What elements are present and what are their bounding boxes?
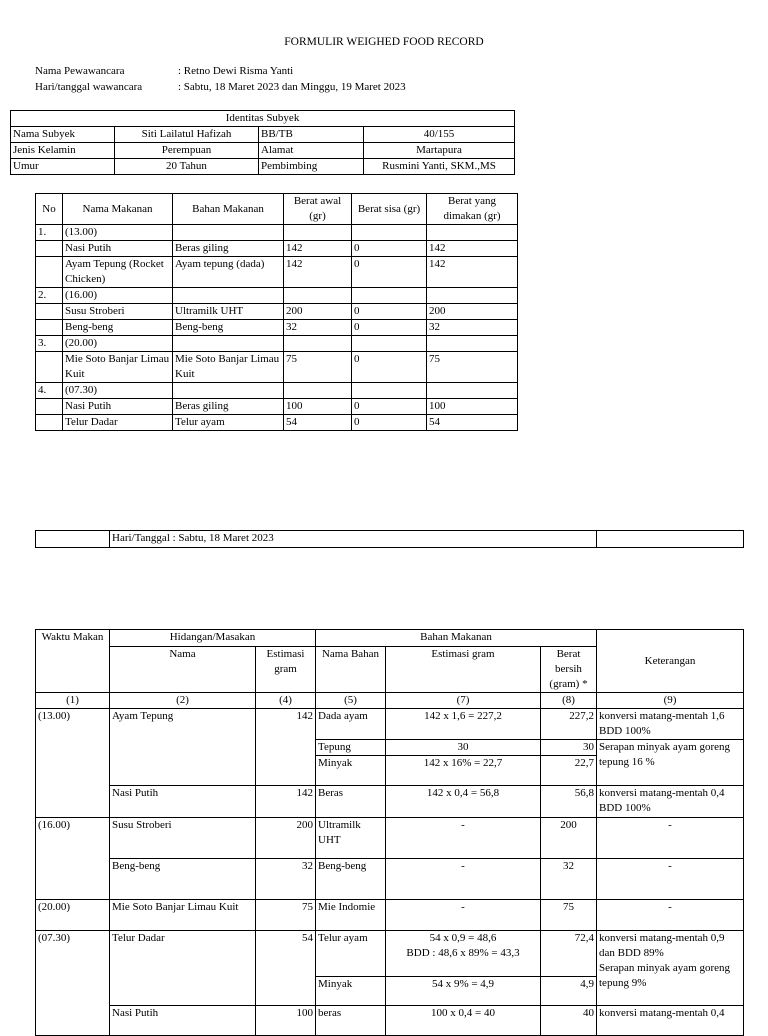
initial-weight: 142: [284, 241, 352, 257]
column-header: Berat awal (gr): [284, 194, 352, 225]
eaten-weight: [427, 225, 518, 241]
net-weight: 32: [541, 859, 597, 900]
row-no: 4.: [36, 383, 63, 399]
ingredient: Mie Soto Banjar Limau Kuit: [173, 352, 284, 383]
meal-time: (13.00): [36, 709, 110, 818]
initial-weight: 100: [284, 399, 352, 415]
ingredient-name: Mie Indomie: [316, 900, 386, 931]
column-number: (4): [256, 693, 316, 709]
ingredient-name: Beng-beng: [316, 859, 386, 900]
identity-value: 20 Tahun: [115, 159, 259, 175]
remark: -: [597, 818, 744, 859]
ingredient-estimate: 142 x 16% = 22,7: [386, 756, 541, 786]
table-row: [11, 143, 515, 159]
food-detail-table: [35, 629, 744, 1036]
ingredient-name: Tepung: [316, 740, 386, 756]
table-row: [36, 288, 518, 304]
initial-weight: 32: [284, 320, 352, 336]
table-row: [11, 159, 515, 175]
leftover-weight: [352, 288, 427, 304]
ingredient: Ayam tepung (dada): [173, 257, 284, 288]
eaten-weight: [427, 288, 518, 304]
column-header-waktu: Waktu Makan: [36, 630, 110, 693]
column-header-bahan: Bahan Makanan: [316, 630, 597, 647]
identity-label: Jenis Kelamin: [11, 143, 115, 159]
form-title: FORMULIR WEIGHED FOOD RECORD: [284, 36, 484, 48]
column-number: (7): [386, 693, 541, 709]
interview-date-label: Hari/tanggal wawancara: [35, 81, 143, 93]
column-number: (5): [316, 693, 386, 709]
table-row: [36, 320, 518, 336]
table-row: [36, 304, 518, 320]
eaten-weight: 142: [427, 241, 518, 257]
ingredient: Beras giling: [173, 399, 284, 415]
row-no: [36, 241, 63, 257]
ingredient-estimate: 30: [386, 740, 541, 756]
identity-label: Nama Subyek: [11, 127, 115, 143]
net-weight: 75: [541, 900, 597, 931]
identity-table: [10, 110, 515, 175]
eaten-weight: 142: [427, 257, 518, 288]
ingredient-estimate: [386, 931, 541, 977]
eaten-weight: 54: [427, 415, 518, 431]
date-bar: [35, 530, 744, 548]
table-row: [11, 127, 515, 143]
ingredient-estimate: -: [386, 859, 541, 900]
initial-weight: [284, 225, 352, 241]
net-weight: 200: [541, 818, 597, 859]
table-row: [36, 352, 518, 383]
ingredient-estimate: -: [386, 900, 541, 931]
row-no: [36, 257, 63, 288]
row-no: 1.: [36, 225, 63, 241]
column-header-nama: Nama: [110, 647, 256, 693]
row-no: [36, 304, 63, 320]
table-row: [36, 786, 744, 818]
ingredient-name: beras: [316, 1006, 386, 1036]
dish-name: Telur Dadar: [110, 931, 256, 1006]
ingredient: Beras giling: [173, 241, 284, 257]
initial-weight: 75: [284, 352, 352, 383]
net-weight: 22,7: [541, 756, 597, 786]
remark: [597, 931, 744, 1006]
table-row: [36, 399, 518, 415]
column-number-row: [36, 693, 744, 709]
food-name: (16.00): [63, 288, 173, 304]
column-header: No: [36, 194, 63, 225]
initial-weight: 200: [284, 304, 352, 320]
food-name: (13.00): [63, 225, 173, 241]
table-row: [36, 415, 518, 431]
identity-value: Martapura: [364, 143, 515, 159]
ingredient-name: Minyak: [316, 977, 386, 1006]
identity-header: Identitas Subyek: [11, 111, 515, 127]
meal-time: (16.00): [36, 818, 110, 900]
table-row: [36, 225, 518, 241]
food-name: Susu Stroberi: [63, 304, 173, 320]
eaten-weight: 200: [427, 304, 518, 320]
food-name: (07.30): [63, 383, 173, 399]
remark: konversi matang-mentah 0,4: [597, 1006, 744, 1036]
leftover-weight: 0: [352, 352, 427, 383]
interviewer-label: Nama Pewawancara: [35, 65, 125, 77]
initial-weight: [284, 288, 352, 304]
identity-label: BB/TB: [259, 127, 364, 143]
ingredient-estimate: 54 x 9% = 4,9: [386, 977, 541, 1006]
ingredient: Ultramilk UHT: [173, 304, 284, 320]
initial-weight: [284, 336, 352, 352]
food-name: Nasi Putih: [63, 241, 173, 257]
remark: -: [597, 859, 744, 900]
row-no: [36, 320, 63, 336]
food-name: Beng-beng: [63, 320, 173, 336]
food-intake-table: [35, 193, 518, 431]
table-row: [36, 900, 744, 931]
dish-name: Nasi Putih: [110, 786, 256, 818]
ingredient-name: Beras: [316, 786, 386, 818]
table-row: [36, 859, 744, 900]
estimate-line: BDD : 48,6 x 89% = 43,3: [406, 947, 520, 959]
ingredient-name: Ultramilk UHT: [316, 818, 386, 859]
food-name: Nasi Putih: [63, 399, 173, 415]
row-no: [36, 399, 63, 415]
identity-value: Rusmini Yanti, SKM.,MS: [364, 159, 515, 175]
leftover-weight: [352, 383, 427, 399]
eaten-weight: [427, 383, 518, 399]
dish-estimate: 142: [256, 786, 316, 818]
table-row: [36, 931, 744, 977]
net-weight: 30: [541, 740, 597, 756]
column-header-estimasi: Estimasi gram: [256, 647, 316, 693]
ingredient: Beng-beng: [173, 320, 284, 336]
table-row: [36, 241, 518, 257]
column-header-nama-bahan: Nama Bahan: [316, 647, 386, 693]
net-weight: 4,9: [541, 977, 597, 1006]
table-row: [36, 257, 518, 288]
net-weight: 40: [541, 1006, 597, 1036]
row-no: 2.: [36, 288, 63, 304]
interview-date-value: : Sabtu, 18 Maret 2023 dan Minggu, 19 Maret 2023: [178, 81, 406, 93]
identity-value: Perempuan: [115, 143, 259, 159]
table-row: [36, 383, 518, 399]
column-number: (9): [597, 693, 744, 709]
column-header: Nama Makanan: [63, 194, 173, 225]
remark-line: Serapan minyak ayam goreng tepung 9%: [599, 962, 731, 989]
eaten-weight: [427, 336, 518, 352]
dish-estimate: 75: [256, 900, 316, 931]
meal-time: (20.00): [36, 900, 110, 931]
dish-estimate: 200: [256, 818, 316, 859]
column-header: Berat yang dimakan (gr): [427, 194, 518, 225]
row-no: [36, 415, 63, 431]
date-bar-empty-right: [597, 531, 744, 548]
column-header: Bahan Makanan: [173, 194, 284, 225]
dish-estimate: 142: [256, 709, 316, 786]
identity-label: Alamat: [259, 143, 364, 159]
row-no: [36, 352, 63, 383]
dish-name: Beng-beng: [110, 859, 256, 900]
column-number: (1): [36, 693, 110, 709]
column-header-berat-bersih: Berat bersih (gram) *: [541, 647, 597, 693]
remark: Serapan minyak ayam goreng tepung 16 %: [597, 740, 744, 786]
ingredient-estimate: 142 x 1,6 = 227,2: [386, 709, 541, 740]
ingredient-name: Telur ayam: [316, 931, 386, 977]
column-number: (8): [541, 693, 597, 709]
remark: konversi matang-mentah 0,4 BDD 100%: [597, 786, 744, 818]
leftover-weight: 0: [352, 415, 427, 431]
identity-label: Pembimbing: [259, 159, 364, 175]
date-bar-text: Hari/Tanggal : Sabtu, 18 Maret 2023: [110, 531, 597, 548]
food-name: Ayam Tepung (Rocket Chicken): [63, 257, 173, 288]
row-no: 3.: [36, 336, 63, 352]
leftover-weight: [352, 225, 427, 241]
column-number: (2): [110, 693, 256, 709]
dish-name: Ayam Tepung: [110, 709, 256, 786]
leftover-weight: 0: [352, 241, 427, 257]
ingredient: [173, 288, 284, 304]
remark: -: [597, 900, 744, 931]
eaten-weight: 75: [427, 352, 518, 383]
dish-estimate: 54: [256, 931, 316, 1006]
table-row: [36, 818, 744, 859]
dish-name: Susu Stroberi: [110, 818, 256, 859]
interviewer-value: : Retno Dewi Risma Yanti: [178, 65, 294, 77]
date-bar-empty-left: [36, 531, 110, 548]
ingredient: [173, 336, 284, 352]
food-rows: [36, 225, 518, 431]
table-row: [36, 1006, 744, 1036]
ingredient-estimate: 142 x 0,4 = 56,8: [386, 786, 541, 818]
food-name: Telur Dadar: [63, 415, 173, 431]
identity-value: 40/155: [364, 127, 515, 143]
dish-name: Nasi Putih: [110, 1006, 256, 1036]
initial-weight: [284, 383, 352, 399]
table-row: [36, 709, 744, 740]
remark: konversi matang-mentah 1,6 BDD 100%: [597, 709, 744, 740]
ingredient: [173, 225, 284, 241]
dish-estimate: 32: [256, 859, 316, 900]
initial-weight: 142: [284, 257, 352, 288]
dish-estimate: 100: [256, 1006, 316, 1036]
column-header-hidangan: Hidangan/Masakan: [110, 630, 316, 647]
eaten-weight: 32: [427, 320, 518, 336]
leftover-weight: 0: [352, 257, 427, 288]
identity-label: Umur: [11, 159, 115, 175]
net-weight: 72,4: [541, 931, 597, 977]
column-header-keterangan: Keterangan: [597, 630, 744, 693]
ingredient-name: Dada ayam: [316, 709, 386, 740]
initial-weight: 54: [284, 415, 352, 431]
ingredient: [173, 383, 284, 399]
food-name: (20.00): [63, 336, 173, 352]
net-weight: 227,2: [541, 709, 597, 740]
ingredient: Telur ayam: [173, 415, 284, 431]
dish-name: Mie Soto Banjar Limau Kuit: [110, 900, 256, 931]
column-header: Berat sisa (gr): [352, 194, 427, 225]
net-weight: 56,8: [541, 786, 597, 818]
food-name: Mie Soto Banjar Limau Kuit: [63, 352, 173, 383]
column-header-estimasi-bahan: Estimasi gram: [386, 647, 541, 693]
meal-time: (07.30): [36, 931, 110, 1036]
ingredient-name: Minyak: [316, 756, 386, 786]
leftover-weight: 0: [352, 304, 427, 320]
leftover-weight: [352, 336, 427, 352]
ingredient-estimate: -: [386, 818, 541, 859]
eaten-weight: 100: [427, 399, 518, 415]
ingredient-estimate: 100 x 0,4 = 40: [386, 1006, 541, 1036]
table-row: [36, 336, 518, 352]
identity-value: Siti Lailatul Hafizah: [115, 127, 259, 143]
leftover-weight: 0: [352, 320, 427, 336]
estimate-line: 54 x 0,9 = 48,6: [429, 932, 497, 944]
leftover-weight: 0: [352, 399, 427, 415]
remark-line: konversi matang-mentah 0,9 dan BDD 89%: [599, 932, 725, 959]
table-header-row: [36, 194, 518, 225]
